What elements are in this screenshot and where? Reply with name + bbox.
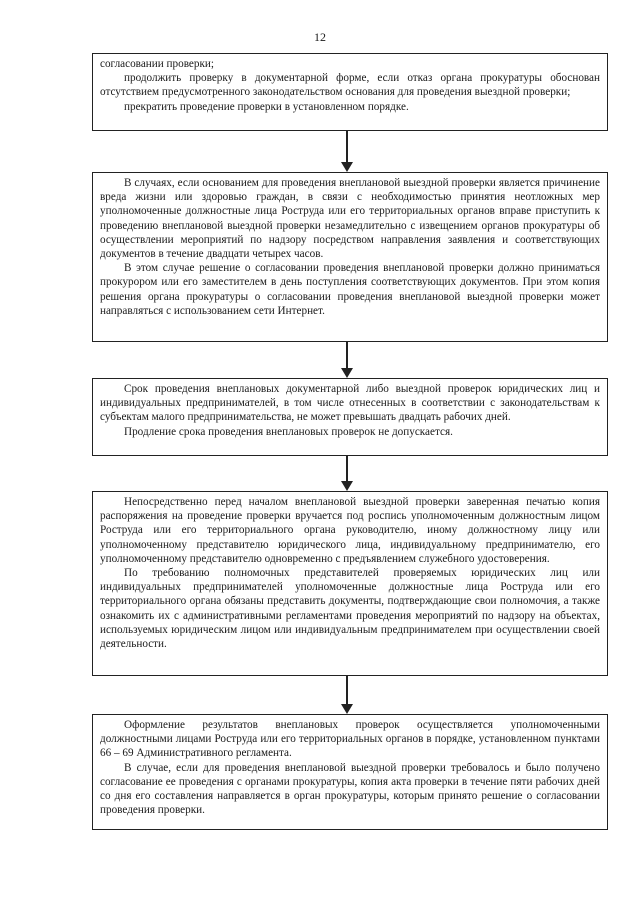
arrow-connector-4 bbox=[341, 676, 353, 714]
flow-box-3 bbox=[92, 378, 608, 456]
box3-paragraph-1: Срок проведения внеплановых документарной либо выездной проверок юридических лиц и индивидуальных предпринимателей, в том числе отнесенных в соответствии с законодательствам к субъектам малого предпринимательства, не может превышать двадцать рабочих дней. bbox=[100, 383, 600, 424]
box4-paragraph-1: Непосредственно перед началом внеплановой выездной проверки заверенная печатью копия распоряжения на проведение проверки вручается под роспись уполномоченным должностным лицом Роструда или его территориального органа руководителю, иному должностному лицу или уполномоченному представителю юридического лица, индивидуальному предпринимателю, его уполномоченному представителю одновременно с предъявлением служебного удостоверения. bbox=[100, 496, 600, 565]
box2-paragraph-2: В этом случае решение о согласовании проведения внеплановой проверки должно приниматься прокурором или его заместителем в день поступления соответствующих документов. При этом копия решения органа прокуратуры о согласовании проведения внеплановой выездной проверки может направляться с использованием сети Интернет. bbox=[100, 262, 600, 317]
flow-box-1 bbox=[92, 53, 608, 131]
box5-paragraph-2: В случае, если для проведения внеплановой выездной проверки требовалось и было получено согласование ее проведения с органами прокуратуры, копия акта проверки в течение пяти рабочих дней со дня его составления направляется в орган прокуратуры, которым принято решение о согласовании проведения проверки. bbox=[100, 761, 600, 817]
box5-paragraph-1: Оформление результатов внеплановых проверок осуществляется уполномоченными должностными лицами Роструда или его территориальных органов в порядке, установленном пунктами 66 – 69 Административного регламента. bbox=[100, 719, 600, 760]
box1-paragraph-3: прекратить проведение проверки в установленном порядке. bbox=[124, 100, 409, 113]
arrow-connector-3 bbox=[341, 456, 353, 491]
arrow-connector-2 bbox=[341, 342, 353, 378]
flow-box-2 bbox=[92, 172, 608, 342]
box1-paragraph-2: продолжить проверку в документарной форме, если отказ органа прокуратуры обоснован отсутствием предусмотренного законодательством основания для проведения выездной проверки; bbox=[100, 72, 600, 99]
box4-paragraph-2: По требованию полномочных представителей проверяемых юридических лиц или индивидуальных предпринимателей уполномоченные должностные лица Роструда или его территориального органа обязаны представить документы, подтверждающие свои полномочия, а также ознакомить их с административными регламентами проведения мероприятий по надзору на объектах, используемых юридическим лицом или индивидуальным предпринимателем при осуществлении своей деятельности. bbox=[100, 567, 600, 651]
page-number: 12 bbox=[314, 30, 326, 44]
arrow-connector-1 bbox=[341, 131, 353, 172]
flow-box-5 bbox=[92, 714, 608, 830]
box2-paragraph-1: В случаях, если основанием для проведения внеплановой выездной проверки является причинение вреда жизни или здоровью граждан, в связи с необходимостью принятия неотложных мер уполномоченные должностные лица Роструда или его территориальных органов вправе приступить к проведению внеплановой выездной проверки незамедлительно с извещением органов прокуратуры об осуществлении мероприятий по надзору посредством направления заявления и соответствующих документов в течение двадцати четырех часов. bbox=[100, 177, 600, 261]
box3-paragraph-2: Продление срока проведения внеплановых проверок не допускается. bbox=[124, 425, 453, 438]
flow-box-4 bbox=[92, 491, 608, 676]
box1-paragraph-1: согласовании проверки; bbox=[100, 58, 215, 70]
